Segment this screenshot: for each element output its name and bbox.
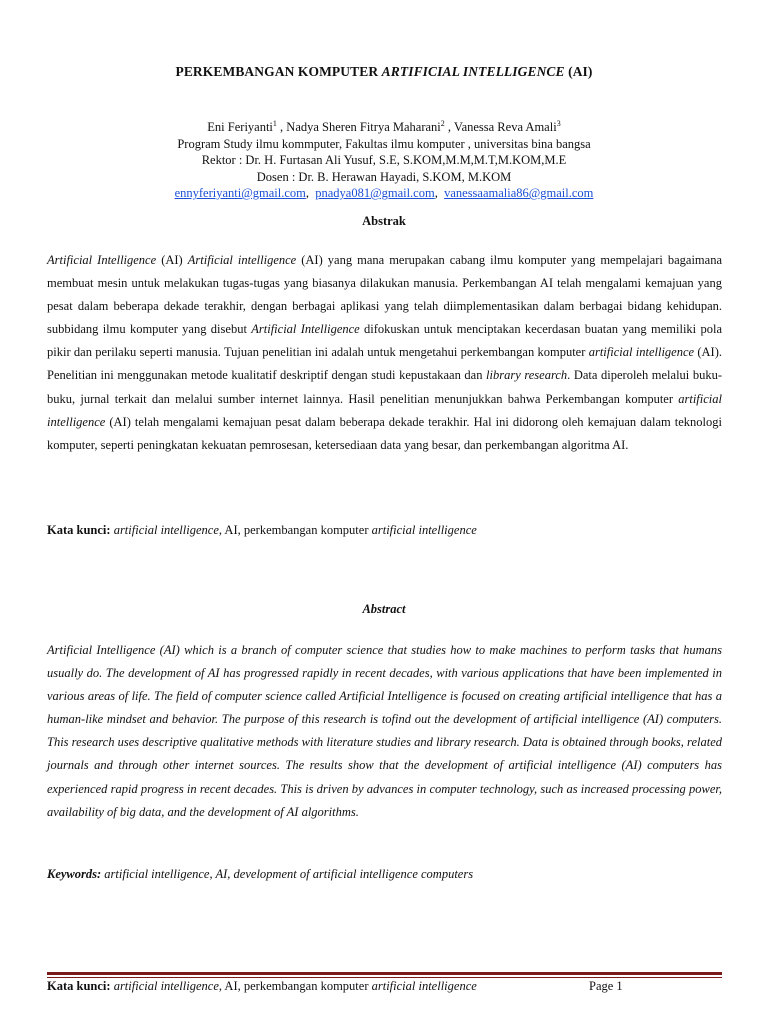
email-link[interactable]: vanessaamalia86@gmail.com — [444, 186, 594, 200]
dosen-line: Dosen : Dr. B. Herawan Hayadi, S.KOM, M.KOM — [256, 169, 512, 184]
text-run: , AI, perkembangan komputer — [218, 979, 372, 993]
keywords-line — [47, 867, 473, 882]
footer-rule-thin — [47, 977, 722, 978]
italic-term: artificial intelligence — [113, 523, 219, 537]
abstrak-paragraph — [47, 249, 722, 457]
italic-term: Artificial intelligence — [187, 253, 297, 267]
kata-kunci-label: Kata kunci: — [47, 523, 111, 537]
page-footer — [47, 979, 722, 994]
footer-label: Kata kunci: — [47, 979, 111, 993]
affiliation: Program Study ilmu kommputer, Fakultas ilmu komputer , universitas bina bangsa — [177, 136, 591, 151]
abstract-paragraph: Artificial Intelligence (AI) which is a branch of computer science that studies how to make machines to perform tasks that humans usually do. The development of AI has progressed rapidly in recent decades, with various applications that have been implemented in various areas of life. The field of computer science called Artificial Intelligence is focused on creating artificial intelligence that has a human-like mindset and behavior. The purpose of this research is tofind out the development of artificial intelligence (AI) computers. This research uses descriptive qualitative methods with literature studies and library research. Data is obtained through books, related journals and through other internet sources. The results show that the development of artificial intelligence (AI) computers has experienced rapid progress in recent decades. This is driven by advances in computer technology, such as increased processing power, availability of big data, and the development of AI algorithms. — [47, 643, 722, 819]
text-run: (AI) yang mana merupakan cabang ilmu komputer yang mempelajari bagaimana membuat mesin untuk melakukan tugas-tugas yang biasanya dilakukan manusia. Perkembangan AI telah mengalami kemajuan yang pesat dalam beberapa dekade terakhir, dengan berbagai aplikasi yang telah diimplementasikan dalam berbagai bidang kehidupan. subbidang ilmu komputer yang disebut — [47, 253, 723, 337]
text-run: difokuskan untuk menciptakan kecerdasan buatan yang memiliki pola pikir dan perilaku seperti manusia. Tujuan penelitian ini adalah untuk mengetahui perkembangan komputer — [47, 322, 722, 360]
footer-keywords — [47, 979, 477, 993]
italic-term: artificial intelligence — [371, 979, 477, 993]
italic-term: library research — [486, 368, 568, 383]
abstrak-heading: Abstrak — [362, 214, 406, 228]
keywords-text: artificial intelligence, AI, development of artificial intelligence computers — [101, 867, 474, 881]
italic-term: artificial intelligence — [113, 979, 219, 993]
footer-rule-thick — [47, 972, 722, 975]
author-sup: 1 — [272, 118, 277, 128]
email-link[interactable]: ennyferiyanti@gmail.com — [174, 186, 306, 200]
text-run: . Data diperoleh melalui buku-buku, jurnal terkait dan melalui sumber internet lainnya. Hasil penelitian menunjukkan bahwa Perkembangan komputer — [47, 368, 723, 406]
author-block — [0, 119, 768, 202]
page-number: Page 1 — [589, 979, 623, 993]
title-text: PERKEMBANGAN KOMPUTER — [175, 64, 382, 79]
email-link[interactable]: pnadya081@gmail.com — [315, 186, 435, 200]
text-run: (AI) — [156, 253, 188, 267]
kata-kunci-line — [47, 523, 477, 538]
italic-term: artificial intelligence — [371, 523, 477, 537]
author-sup: 2 — [440, 118, 445, 128]
italic-term: Artificial Intelligence — [47, 253, 157, 267]
keywords-label: Keywords: — [47, 867, 102, 881]
italic-term: Artificial Intelligence — [251, 322, 360, 337]
text-run: , AI, perkembangan komputer — [218, 523, 372, 537]
author-sup: 3 — [556, 118, 561, 128]
abstract-heading: Abstract — [362, 602, 406, 616]
author-name: Eni Feriyanti — [207, 120, 273, 134]
author-name: Vanessa Reva Amali — [453, 120, 557, 134]
text-run: (AI). Penelitian ini menggunakan metode kualitatif deskriptif dengan studi kepustakaan dan — [47, 345, 723, 383]
italic-term: artificial intelligence — [588, 345, 695, 360]
author-separator: , — [276, 120, 287, 134]
rektor-line: Rektor : Dr. H. Furtasan Ali Yusuf, S.E, S.KOM,M.M,M.T,M.KOM,M.E — [201, 153, 567, 167]
paper-title — [0, 64, 768, 80]
italic-term: artificial intelligence — [47, 391, 722, 429]
author-separator: , — [444, 120, 454, 134]
email-line: ennyferiyanti@gmail.com, pnadya081@gmail.com, vanessaamalia86@gmail.com — [174, 186, 594, 200]
text-run: (AI) telah mengalami kemajuan pesat dalam beberapa dekade terakhir. Hal ini didorong oleh kemajuan dalam teknologi komputer, seperti peningkatan kekuatan pemrosesan, ketersediaan data yang besar, dan perkembangan algoritma AI. — [47, 414, 722, 452]
title-italic: ARTIFICIAL INTELLIGENCE — [381, 64, 565, 79]
title-suffix: (AI) — [564, 64, 593, 79]
author-name: Nadya Sheren Fitrya Maharani — [286, 120, 441, 134]
author-line — [0, 119, 768, 136]
